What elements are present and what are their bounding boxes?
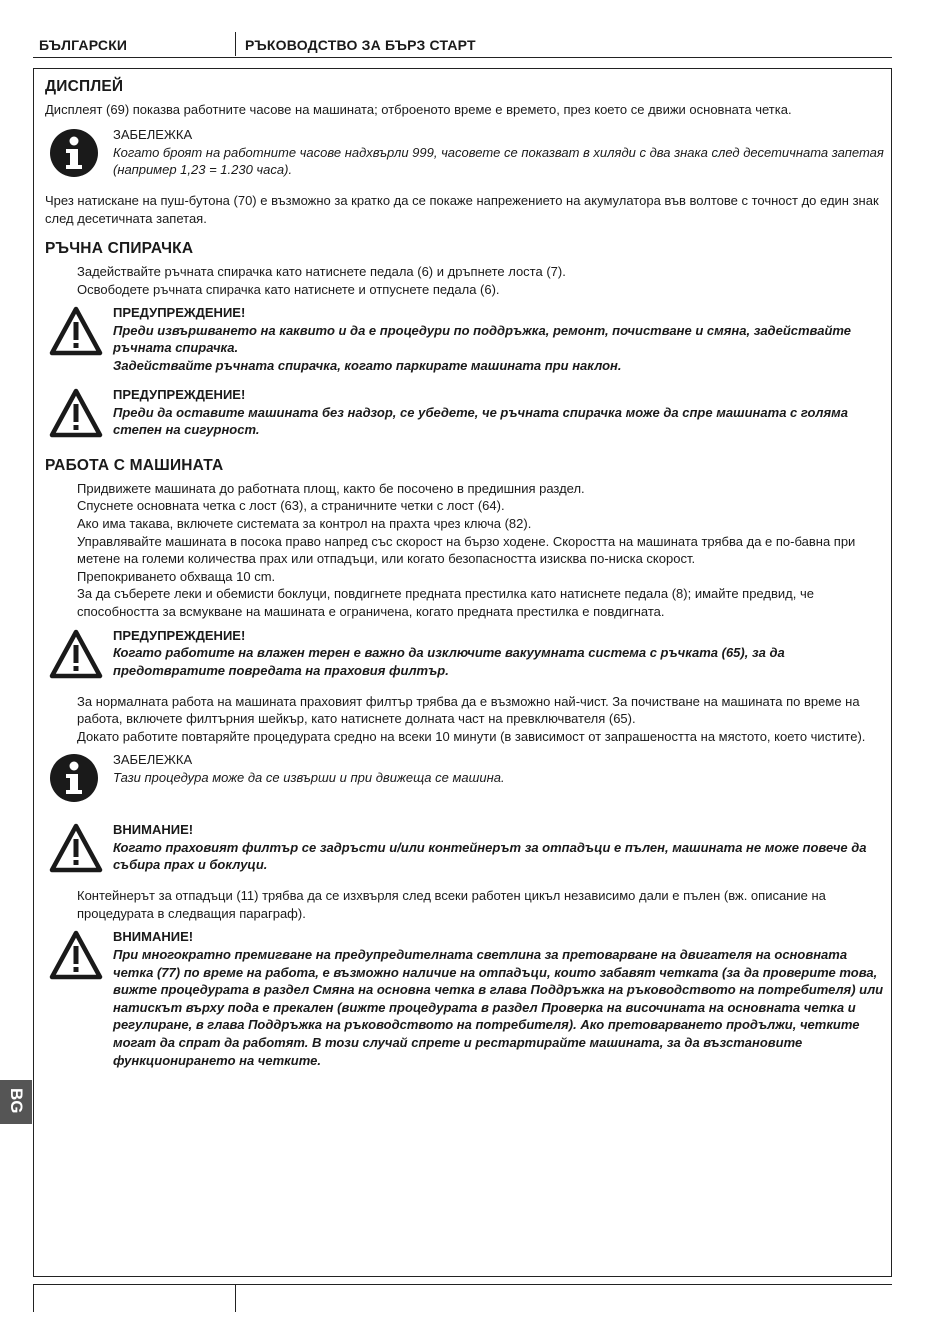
warning-text: Преди извършването на каквито и да е процедури по поддръжка, ремонт, почистване и смяна, задействайте ръчната спирачка. bbox=[113, 322, 852, 356]
header-title: РЪКОВОДСТВО ЗА БЪРЗ СТАРТ bbox=[245, 37, 476, 53]
language-tab-label: BG bbox=[7, 1088, 26, 1114]
note-label: ЗАБЕЛЕЖКА bbox=[113, 127, 193, 143]
note-label: ЗАБЕЛЕЖКА bbox=[113, 752, 193, 768]
caution-label: ВНИМАНИЕ! bbox=[113, 822, 194, 838]
handbrake-heading: РЪЧНА СПИРАЧКА bbox=[45, 240, 194, 258]
header-divider bbox=[235, 32, 236, 56]
page-header bbox=[33, 32, 892, 58]
page-content bbox=[45, 78, 885, 1069]
warning-label: ПРЕДУПРЕЖДЕНИЕ! bbox=[113, 627, 246, 643]
vacuum-warning bbox=[45, 627, 885, 681]
info-icon bbox=[49, 753, 99, 803]
filter-clogged-caution bbox=[45, 821, 885, 875]
warning-triangle-icon bbox=[49, 629, 103, 679]
info-icon bbox=[49, 128, 99, 178]
warning-triangle-icon bbox=[49, 388, 103, 438]
operation-line: Управлявайте машината в посока право напред със скорост на бързо ходене. Скоростта на машината трябва да е по-бавна при метене на големи количества прах или отпадъци, или когато безопасността изисква по-ниска скорост. bbox=[77, 533, 856, 567]
brush-overload-caution bbox=[45, 928, 885, 1069]
handbrake-warning-1 bbox=[45, 304, 885, 376]
note-text: Тази процедура може да се извърши и при движеща се машина. bbox=[113, 769, 505, 785]
container-paragraph: Контейнерът за отпадъци (11) трябва да се изхвърля след всеки работен цикъл независимо дали е пълен (вж. описание на процедурата в следващия параграф). bbox=[77, 888, 826, 921]
operation-line: Спуснете основната четка с лост (63), а страничните четки с лост (64). bbox=[77, 498, 505, 514]
battery-voltage-paragraph: Чрез натискане на пуш-бутона (70) е възможно за кратко да се покаже напрежението на акумулатора във волтове с точност до един знак след десетичната запетая. bbox=[45, 193, 879, 226]
moving-machine-note bbox=[45, 751, 885, 807]
note-text: Когато броят на работните часове надхвърли 999, часовете се показват в хиляди с два знака след десетичната запетая (например 1,23 = 1.230 часа). bbox=[113, 144, 884, 178]
operation-heading: РАБОТА С МАШИНАТА bbox=[45, 457, 224, 475]
handbrake-warning-2 bbox=[45, 386, 885, 441]
display-note bbox=[45, 126, 885, 182]
warning-text: Когато работите на влажен терен е важно да изключите вакуумната система с ръчката (65), за да предотвратите повредата на праховия филтър. bbox=[113, 645, 785, 678]
operation-line: Препокриването обхваща 10 cm. bbox=[77, 568, 276, 584]
footer-left-line bbox=[33, 1284, 34, 1312]
warning-triangle-icon bbox=[49, 930, 103, 980]
operation-line: За да съберете леки и обемисти боклуци, повдигнете предната престилка като натиснете педала (8); имайте предвид, че способността за всмукване на машината е ограничена, когато предната престилка е повдигната. bbox=[77, 586, 814, 619]
filter-paragraph: За нормалната работа на машината праховият филтър трябва да е възможно най-чист. За почистване на машината по време на работа, включете филтърния шейкър, като натиснете долната част на превключвателя (65). bbox=[77, 693, 860, 727]
language-side-tab bbox=[0, 1080, 32, 1124]
caution-text: Когато праховият филтър се задръсти и/или контейнерът за отпадъци е пълен, машината не може повече да събира прах и боклуци. bbox=[113, 839, 867, 873]
filter-paragraph: Докато работите повтаряйте процедурата средно на всеки 10 минути (в зависимост от запрашеността на мястото, което чистите). bbox=[77, 728, 866, 744]
display-paragraph: Дисплеят (69) показва работните часове на машината; отброеното време е времето, през което се движи основната четка. bbox=[45, 101, 792, 117]
warning-triangle-icon bbox=[49, 823, 103, 873]
warning-text: Задействайте ръчната спирачка, когато паркирате машината при наклон. bbox=[113, 357, 622, 373]
operation-line: Ако има такава, включете системата за контрол на прахта чрез ключа (82). bbox=[77, 515, 532, 531]
header-language: БЪЛГАРСКИ bbox=[39, 37, 128, 53]
caution-label: ВНИМАНИЕ! bbox=[113, 929, 194, 945]
warning-label: ПРЕДУПРЕЖДЕНИЕ! bbox=[113, 387, 246, 403]
warning-text: Преди да оставите машината без надзор, се убедете, че ръчната спирачка може да спре машината с голяма степен на сигурност. bbox=[113, 404, 849, 438]
caution-text: При многократно премигване на предупредителната светлина за претоварване на двигателя на основната четка (77) по време на работа, е възможно наличие на отпадъци, които забавят четката (за да проверите това, вижте процедурата в раздел Смяна на основна четка в глава Поддръжка на ръководството на потребителя) или натискът върху пода е прекален (вижте процедурата в раздел Проверка на височината на основната четка и регулиране, в глава Поддръжка на ръководството на потребителя). Ако претоварването продължи, четките могат да спрат да работят. В този случай спрете и рестартирайте машината, за да възстановите функционирането на четките. bbox=[113, 947, 884, 1068]
handbrake-engage-line: Задействайте ръчната спирачка като натиснете педала (6) и дръпнете лоста (7). bbox=[77, 263, 566, 279]
footer-divider bbox=[235, 1284, 236, 1312]
warning-label: ПРЕДУПРЕЖДЕНИЕ! bbox=[113, 305, 246, 321]
handbrake-release-line: Освободете ръчната спирачка като натиснете и отпуснете педала (6). bbox=[77, 281, 500, 297]
page-footer bbox=[33, 1284, 892, 1285]
display-heading: ДИСПЛЕЙ bbox=[45, 78, 124, 95]
warning-triangle-icon bbox=[49, 306, 103, 356]
operation-line: Придвижете машината до работната площ, както бе посочено в предишния раздел. bbox=[77, 480, 585, 496]
